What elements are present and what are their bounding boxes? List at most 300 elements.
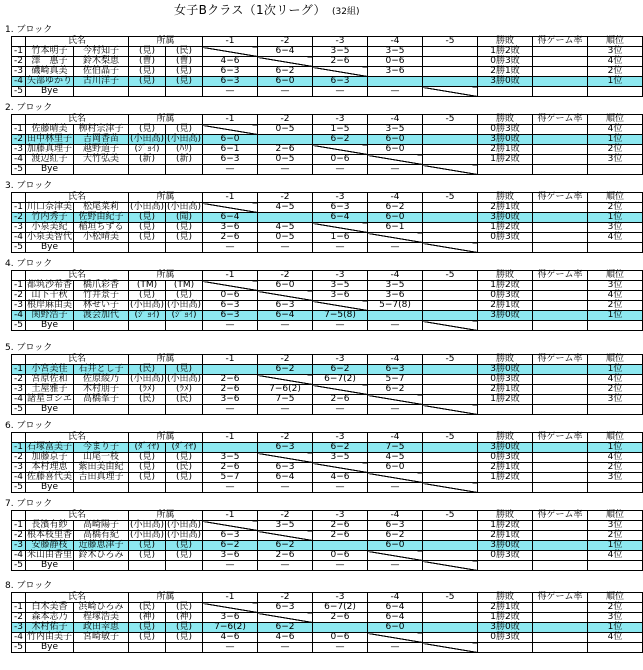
score-cell: 4−6	[203, 633, 258, 643]
score-cell	[368, 473, 423, 483]
score-cell: —	[368, 405, 423, 415]
header-name: 氏名	[26, 593, 129, 603]
header-opponent-c1: -1	[203, 193, 258, 203]
score-cell: 7−6(2)	[203, 623, 258, 633]
score-cell: 6−0	[258, 281, 313, 291]
row-number: -5	[12, 483, 26, 493]
score-cell: 6−3	[203, 311, 258, 321]
record-cell: 0勝3敗	[478, 551, 533, 561]
score-cell: 2−6	[258, 551, 313, 561]
player-1-name: 長濱有紗	[26, 521, 74, 531]
score-cell: 6−3	[313, 77, 368, 87]
header-rank: 順位	[588, 593, 643, 603]
player-2-club: (見)	[166, 233, 203, 243]
header-opponent-c3: -3	[313, 115, 368, 125]
score-cell: 7−5	[368, 443, 423, 453]
header-rank: 順位	[588, 511, 643, 521]
rank-cell: 3位	[588, 223, 643, 233]
rate-cell	[533, 301, 588, 311]
record-cell	[478, 243, 533, 253]
header-opponent-c3: -3	[313, 511, 368, 521]
table-row-winner	[12, 623, 643, 633]
score-cell: 6−2	[258, 541, 313, 551]
rate-cell	[533, 453, 588, 463]
player-1-name: 佐藤晴美	[26, 125, 74, 135]
table-row	[12, 203, 643, 213]
score-cell: 3−5	[313, 281, 368, 291]
header-row	[12, 115, 643, 125]
page-title: 女子Bクラス（1次リーグ）	[174, 3, 326, 17]
header-row	[12, 37, 643, 47]
player-2-club: (民)	[166, 603, 203, 613]
header-opponent-c3: -3	[313, 37, 368, 47]
table-row	[12, 453, 643, 463]
table-row	[12, 125, 643, 135]
record-cell: 3勝0敗	[478, 311, 533, 321]
player-2-club	[166, 165, 203, 175]
score-cell: 6−2	[258, 623, 313, 633]
record-cell: 1勝2敗	[478, 47, 533, 57]
player-2-club: (見)	[166, 633, 203, 643]
player-1-name: Bye	[26, 165, 74, 175]
score-cell: 7−6(2)	[258, 385, 313, 395]
row-number: -4	[12, 633, 26, 643]
player-1-name: Bye	[26, 405, 74, 415]
header-rank: 順位	[588, 115, 643, 125]
block-label: 7. ブロック	[5, 499, 53, 509]
player-2-club: (民)	[166, 47, 203, 57]
table-row	[12, 375, 643, 385]
score-cell	[368, 551, 423, 561]
score-cell	[203, 603, 258, 613]
score-cell: 6−3	[258, 603, 313, 613]
score-cell: 0−5	[258, 155, 313, 165]
player-2-club: (聞)	[166, 213, 203, 223]
score-cell	[313, 301, 368, 311]
table-row-winner	[12, 443, 643, 453]
header-record: 勝敗	[478, 593, 533, 603]
player-2-name: 佐伯晶子	[74, 67, 129, 77]
player-2-club	[166, 483, 203, 493]
score-cell: 3−5	[203, 453, 258, 463]
score-cell	[258, 135, 313, 145]
score-cell	[423, 365, 478, 375]
row-number: -4	[12, 395, 26, 405]
rank-cell	[588, 405, 643, 415]
player-2-club: (見)	[166, 77, 203, 87]
player-2-name: 高橋有紀	[74, 531, 129, 541]
player-2-club: (ﾗﾒ)	[166, 385, 203, 395]
record-cell: 2勝1敗	[478, 301, 533, 311]
player-2-club: (小田高)	[167, 300, 202, 310]
player-1-name: 宮原佐和	[26, 375, 74, 385]
player-2-club: (見)	[166, 473, 203, 483]
rank-cell: 2位	[588, 67, 643, 77]
player-1-name: 森本志乃	[26, 613, 74, 623]
record-cell: 0勝3敗	[478, 633, 533, 643]
row-number: -5	[12, 165, 26, 175]
score-cell	[423, 375, 478, 385]
rank-cell	[588, 321, 643, 331]
rate-cell	[533, 463, 588, 473]
score-cell	[313, 541, 368, 551]
row-number: -1	[12, 365, 26, 375]
score-cell: —	[258, 561, 313, 571]
record-cell: 2勝1敗	[478, 203, 533, 213]
table-row	[12, 633, 643, 643]
score-cell: —	[203, 243, 258, 253]
rate-cell	[533, 67, 588, 77]
table-row	[12, 87, 643, 97]
header-blank	[12, 355, 26, 365]
player-2-name: 高崎陽子	[74, 521, 129, 531]
rank-cell: 1位	[588, 365, 643, 375]
score-cell	[423, 483, 478, 493]
rank-cell: 3位	[588, 281, 643, 291]
rank-cell: 4位	[588, 125, 643, 135]
table-row	[12, 243, 643, 253]
player-2-name	[74, 643, 129, 653]
player-2-club: (TM)	[166, 281, 203, 291]
table-row	[12, 483, 643, 493]
player-1-club: (民)	[129, 365, 166, 375]
record-cell: 2勝1敗	[478, 603, 533, 613]
player-2-name	[74, 321, 129, 331]
score-cell: 0−6	[368, 57, 423, 67]
record-cell: 0勝3敗	[478, 233, 533, 243]
player-1-name: 加藤京子	[26, 453, 74, 463]
header-opponent-c5: -5	[423, 271, 478, 281]
score-cell	[423, 321, 478, 331]
player-1-club: (TM)	[129, 281, 166, 291]
standings-table	[11, 432, 643, 493]
record-cell: 1勝2敗	[478, 281, 533, 291]
player-1-club: (小田高)	[130, 530, 165, 540]
score-cell: 6−3	[258, 463, 313, 473]
player-1-club: (見)	[129, 633, 166, 643]
header-opponent-c1: -1	[203, 271, 258, 281]
header-rate: 得ゲーム率	[533, 511, 588, 521]
rank-cell: 1位	[588, 443, 643, 453]
rate-cell	[533, 243, 588, 253]
score-cell: 6−0	[203, 135, 258, 145]
header-row	[12, 193, 643, 203]
player-2-club: (見)	[166, 223, 203, 233]
score-cell: —	[313, 243, 368, 253]
row-number: -3	[12, 385, 26, 395]
standings-table	[11, 192, 643, 253]
header-opponent-c4: -4	[368, 433, 423, 443]
rate-cell	[533, 135, 588, 145]
score-cell: —	[258, 483, 313, 493]
block-label: 5. ブロック	[5, 343, 53, 353]
page-subtitle: (32組)	[332, 7, 360, 17]
player-2-club: (小田高)	[167, 530, 202, 540]
score-cell: 3−5	[258, 521, 313, 531]
table-row-winner	[12, 365, 643, 375]
score-cell: —	[258, 87, 313, 97]
player-1-club: (見)	[129, 213, 166, 223]
header-opponent-c2: -2	[258, 511, 313, 521]
player-2-club: (見)	[166, 365, 203, 375]
score-cell	[203, 203, 258, 213]
rank-cell	[588, 165, 643, 175]
score-cell	[423, 213, 478, 223]
score-cell: 3−6	[203, 395, 258, 405]
score-cell	[423, 541, 478, 551]
rate-cell	[533, 87, 588, 97]
player-1-name: 都筑沙希香	[26, 280, 72, 290]
table-row-winner	[12, 541, 643, 551]
player-2-name: 程塚浩美	[74, 613, 129, 623]
table-row	[12, 291, 643, 301]
score-cell: 1−5	[313, 125, 368, 135]
score-cell: 6−2	[258, 67, 313, 77]
row-number: -1	[12, 125, 26, 135]
rank-cell: 2位	[588, 203, 643, 213]
rank-cell: 3位	[588, 395, 643, 405]
player-2-club: (見)	[166, 551, 203, 561]
player-1-name: 加藤真理子	[26, 144, 72, 154]
header-rate: 得ゲーム率	[533, 115, 588, 125]
score-cell	[423, 233, 478, 243]
row-number: -5	[12, 321, 26, 331]
header-name: 氏名	[26, 193, 129, 203]
player-1-club: (見)	[129, 453, 166, 463]
player-2-name: 佐野由紀子	[74, 213, 129, 223]
player-2-club: (見)	[166, 623, 203, 633]
header-rate: 得ゲーム率	[533, 271, 588, 281]
record-cell: 3勝0敗	[478, 135, 533, 145]
score-cell: —	[203, 643, 258, 653]
score-cell: 6−4	[258, 47, 313, 57]
player-2-name: 木村朋子	[74, 385, 129, 395]
header-row	[12, 511, 643, 521]
header-row	[12, 433, 643, 443]
rank-cell: 3位	[588, 613, 643, 623]
header-record: 勝敗	[478, 115, 533, 125]
player-1-name: 佐藤喜代美	[26, 472, 72, 482]
score-cell: 3−6	[368, 67, 423, 77]
player-1-club: (小田高)	[130, 134, 165, 144]
rank-cell: 1位	[588, 213, 643, 223]
score-cell: 2−6	[203, 385, 258, 395]
header-opponent-c5: -5	[423, 115, 478, 125]
score-cell	[423, 67, 478, 77]
player-2-club: (小田高)	[167, 202, 202, 212]
score-cell: —	[313, 405, 368, 415]
score-cell	[258, 291, 313, 301]
score-cell: —	[313, 321, 368, 331]
score-cell: 6−2	[313, 443, 368, 453]
header-rank: 順位	[588, 193, 643, 203]
score-cell: —	[368, 165, 423, 175]
player-1-name: 渡辺紅子	[26, 155, 74, 165]
header-opponent-c1: -1	[203, 511, 258, 521]
header-opponent-c5: -5	[423, 37, 478, 47]
header-blank	[12, 593, 26, 603]
record-cell	[478, 483, 533, 493]
score-cell: 6−4	[368, 603, 423, 613]
score-cell	[423, 135, 478, 145]
table-row	[12, 281, 643, 291]
row-number: -1	[12, 281, 26, 291]
score-cell	[423, 311, 478, 321]
player-1-club: (見)	[129, 473, 166, 483]
player-1-club	[129, 643, 166, 653]
player-1-club: (民)	[129, 603, 166, 613]
player-1-club	[129, 87, 166, 97]
standings-table	[11, 354, 643, 415]
block-label: 1. ブロック	[5, 25, 53, 35]
score-cell: —	[203, 405, 258, 415]
player-1-name: Bye	[26, 243, 74, 253]
score-cell	[423, 155, 478, 165]
score-cell: 6−1	[368, 223, 423, 233]
player-2-name: 橋爪彩香	[74, 281, 129, 291]
player-2-name: 吉田真理子	[74, 473, 129, 483]
player-1-club: (見)	[129, 223, 166, 233]
player-1-name: 米山由香里	[26, 550, 72, 560]
player-1-club: (見)	[129, 291, 166, 301]
score-cell	[368, 311, 423, 321]
table-row	[12, 155, 643, 165]
record-cell: 3勝0敗	[478, 541, 533, 551]
score-cell: 2−6	[203, 233, 258, 243]
score-cell: —	[258, 243, 313, 253]
player-1-name: 澤 惠子	[26, 57, 74, 67]
player-1-club: (見)	[129, 623, 166, 633]
score-cell: 6−0	[368, 135, 423, 145]
row-number: -2	[12, 453, 26, 463]
score-cell: 6−0	[258, 77, 313, 87]
rate-cell	[533, 603, 588, 613]
header-opponent-c1: -1	[203, 593, 258, 603]
player-1-name: 小宮美佳	[26, 365, 74, 375]
score-cell	[423, 443, 478, 453]
player-1-name: Bye	[26, 561, 74, 571]
score-cell: —	[313, 165, 368, 175]
rate-cell	[533, 531, 588, 541]
player-2-name: 今村知子	[74, 47, 129, 57]
record-cell: 0勝3敗	[478, 453, 533, 463]
score-cell: 6−0	[368, 463, 423, 473]
header-rate: 得ゲーム率	[533, 433, 588, 443]
score-cell: 2−6	[313, 57, 368, 67]
table-row	[12, 603, 643, 613]
player-2-club	[166, 561, 203, 571]
score-cell: 2−6	[258, 145, 313, 155]
player-1-club	[129, 405, 166, 415]
header-club: 所属	[129, 593, 203, 603]
score-cell	[258, 531, 313, 541]
score-cell: 6−7(2)	[313, 603, 368, 613]
score-cell	[423, 473, 478, 483]
record-cell	[478, 87, 533, 97]
row-number: -5	[12, 561, 26, 571]
rank-cell: 4位	[588, 453, 643, 463]
rate-cell	[533, 551, 588, 561]
record-cell: 0勝3敗	[478, 291, 533, 301]
row-number: -5	[12, 87, 26, 97]
score-cell: 6−1	[203, 145, 258, 155]
rate-cell	[533, 365, 588, 375]
score-cell	[203, 521, 258, 531]
header-opponent-c1: -1	[203, 115, 258, 125]
score-cell	[258, 57, 313, 67]
player-1-club	[129, 243, 166, 253]
rank-cell: 2位	[588, 531, 643, 541]
rate-cell	[533, 623, 588, 633]
player-1-name: Bye	[26, 321, 74, 331]
player-2-name: 吉岡香苗	[74, 135, 129, 145]
header-opponent-c4: -4	[368, 193, 423, 203]
record-cell: 3勝0敗	[478, 443, 533, 453]
player-2-name	[74, 483, 129, 493]
player-1-club: (曹)	[129, 57, 166, 67]
player-2-club: (民)	[166, 395, 203, 405]
player-2-club: (小田高)	[167, 134, 202, 144]
player-2-club	[166, 243, 203, 253]
player-1-name: Bye	[26, 643, 74, 653]
player-1-club	[129, 165, 166, 175]
header-rate: 得ゲーム率	[533, 193, 588, 203]
score-cell: 5−7(8)	[368, 301, 423, 311]
player-2-name: 松尾菜莉	[74, 203, 129, 213]
player-2-name: 渡会加代	[74, 311, 129, 321]
player-1-name: 小泉美智代	[26, 232, 72, 242]
player-1-club: (小田高)	[130, 374, 165, 384]
score-cell: 0−6	[313, 633, 368, 643]
player-2-club	[166, 405, 203, 415]
rate-cell	[533, 165, 588, 175]
table-row	[12, 385, 643, 395]
row-number: -5	[12, 643, 26, 653]
header-rank: 順位	[588, 37, 643, 47]
rank-cell: 4位	[588, 375, 643, 385]
player-2-name	[74, 243, 129, 253]
row-number: -4	[12, 77, 26, 87]
record-cell: 0勝3敗	[478, 375, 533, 385]
score-cell	[423, 603, 478, 613]
rate-cell	[533, 541, 588, 551]
player-2-name: 小松晴美	[74, 233, 129, 243]
row-number: -3	[12, 223, 26, 233]
score-cell: 2−6	[313, 395, 368, 405]
player-1-name: 川口奈津美	[26, 202, 72, 212]
block-label: 2. ブロック	[5, 103, 53, 113]
rate-cell	[533, 443, 588, 453]
score-cell	[313, 223, 368, 233]
header-club: 所属	[129, 115, 203, 125]
header-rank: 順位	[588, 271, 643, 281]
header-opponent-c4: -4	[368, 511, 423, 521]
score-cell	[423, 551, 478, 561]
table-row	[12, 561, 643, 571]
score-cell: 2−6	[313, 613, 368, 623]
score-cell: —	[203, 483, 258, 493]
score-cell	[423, 623, 478, 633]
rate-cell	[533, 483, 588, 493]
player-1-name: Bye	[26, 483, 74, 493]
player-1-name: 本村理恵	[26, 463, 74, 473]
header-name: 氏名	[26, 37, 129, 47]
score-cell	[423, 223, 478, 233]
player-2-club: (見)	[166, 125, 203, 135]
rate-cell	[533, 311, 588, 321]
score-cell: 6−0	[368, 623, 423, 633]
header-rank: 順位	[588, 433, 643, 443]
